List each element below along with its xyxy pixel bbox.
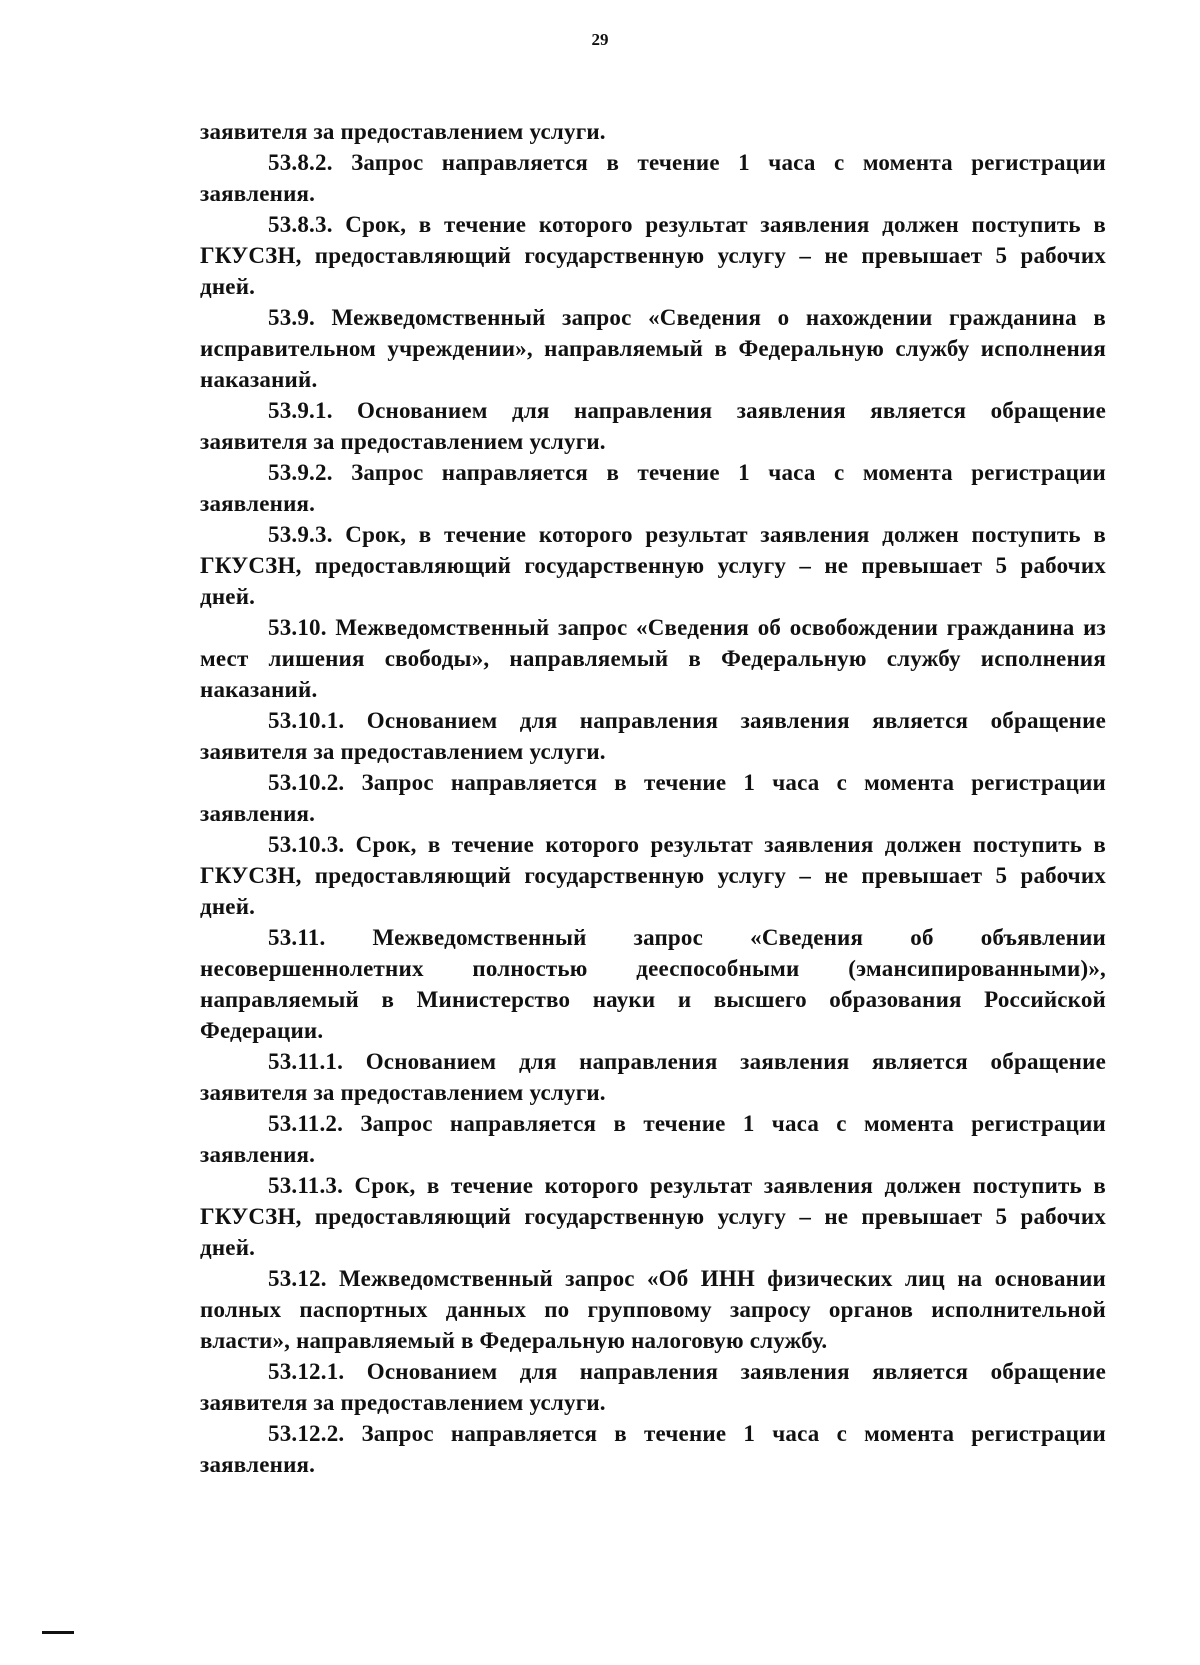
document-body [200,116,1106,1480]
paragraph: 53.11. Межведомственный запрос «Сведения об объявлении несовершеннолетних полностью дееспособными (эмансипированными)», направляемый в Министерство науки и высшего образования Российской Федерации. [200,925,1106,1043]
paragraph: 53.9. Межведомственный запрос «Сведения о нахождении гражданина в исправительном учреждении», направляемый в Федеральную службу исполнения наказаний. [200,305,1106,392]
paragraph: 53.12.1. Основанием для направления заявления является обращение заявителя за предоставлением услуги. [200,1359,1106,1415]
paragraph: 53.8.3. Срок, в течение которого результат заявления должен поступить в ГКУСЗН, предоставляющий государственную услугу – не превышает 5 рабочих дней. [200,212,1106,299]
paragraph: 53.11.1. Основанием для направления заявления является обращение заявителя за предоставлением услуги. [200,1049,1106,1105]
paragraph: 53.11.3. Срок, в течение которого результат заявления должен поступить в ГКУСЗН, предоставляющий государственную услугу – не превышает 5 рабочих дней. [200,1173,1106,1260]
paragraph: 53.10.1. Основанием для направления заявления является обращение заявителя за предоставлением услуги. [200,708,1106,764]
page-number: 29 [591,30,609,49]
paragraph: 53.9.2. Запрос направляется в течение 1 часа с момента регистрации заявления. [200,460,1106,516]
paragraph: заявителя за предоставлением услуги. [200,119,606,144]
paragraph: 53.9.1. Основанием для направления заявления является обращение заявителя за предоставлением услуги. [200,398,1106,454]
paragraph: 53.10.3. Срок, в течение которого результат заявления должен поступить в ГКУСЗН, предоставляющий государственную услугу – не превышает 5 рабочих дней. [200,832,1106,919]
paragraph: 53.12. Межведомственный запрос «Об ИНН физических лиц на основании полных паспортных данных по групповому запросу органов исполнительной власти», направляемый в Федеральную налоговую службу. [200,1266,1106,1353]
paragraph: 53.8.2. Запрос направляется в течение 1 часа с момента регистрации заявления. [200,150,1106,206]
paragraph: 53.10. Межведомственный запрос «Сведения об освобождении гражданина из мест лишения свободы», направляемый в Федеральную службу исполнения наказаний. [200,615,1106,702]
footer-dash-mark [42,1631,74,1634]
paragraph: 53.9.3. Срок, в течение которого результат заявления должен поступить в ГКУСЗН, предоставляющий государственную услугу – не превышает 5 рабочих дней. [200,522,1106,609]
paragraph: 53.12.2. Запрос направляется в течение 1 часа с момента регистрации заявления. [200,1421,1106,1477]
paragraph: 53.11.2. Запрос направляется в течение 1 часа с момента регистрации заявления. [200,1111,1106,1167]
paragraph: 53.10.2. Запрос направляется в течение 1 часа с момента регистрации заявления. [200,770,1106,826]
